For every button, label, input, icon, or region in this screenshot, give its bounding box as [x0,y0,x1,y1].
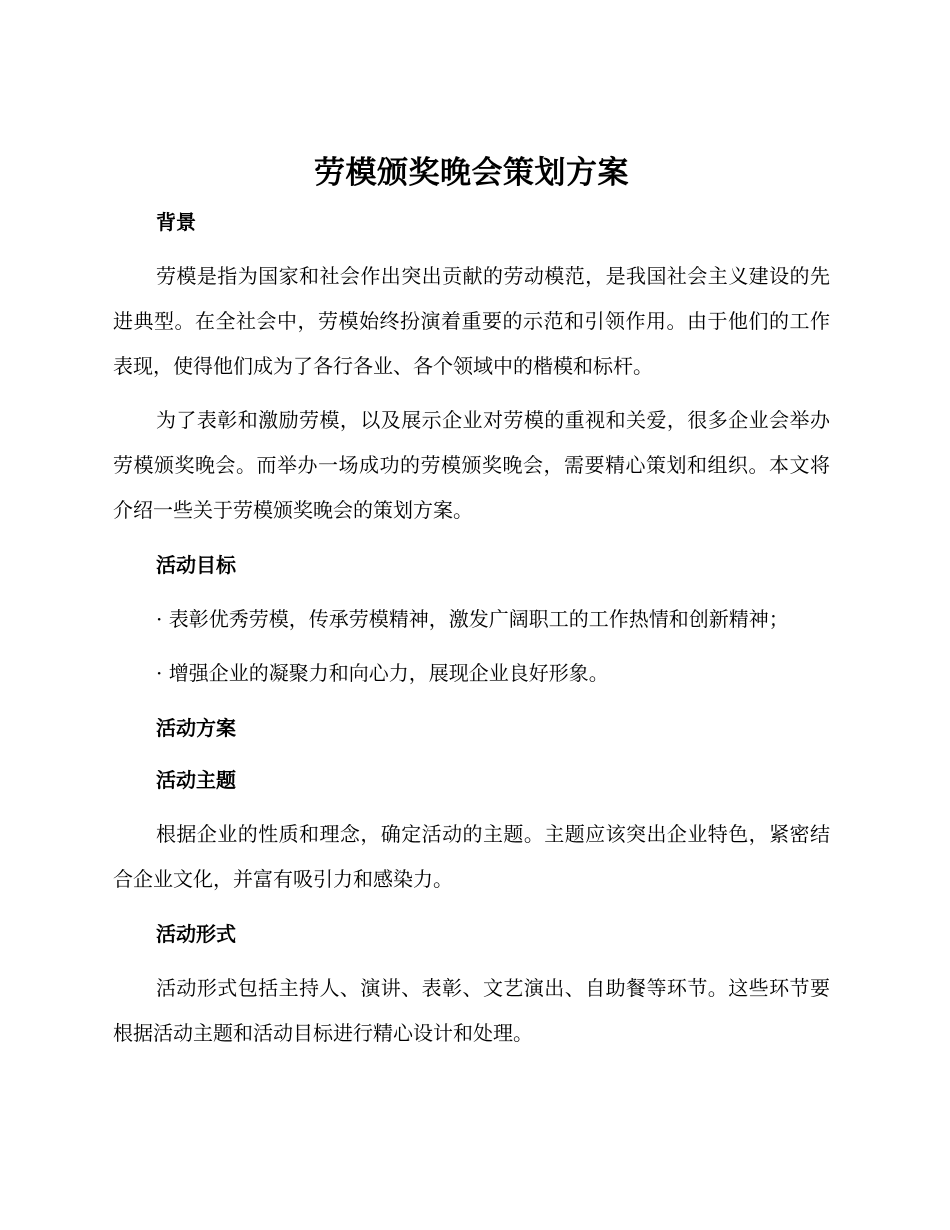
goal-bullet-1: · 表彰优秀劳模，传承劳模精神，激发广阔职工的工作热情和创新精神； [156,607,789,631]
background-paragraph-2: 为了表彰和激励劳模，以及展示企业对劳模的重视和关爱，很多企业会举办劳模颁奖晚会。而举办一场成功的劳模颁奖晚会，需要精心策划和组织。本文将介绍一些关于劳模颁奖晚会的策划方案。 [113,408,830,522]
section-heading-background: 背景 [156,210,196,234]
section-heading-theme: 活动主题 [156,768,236,792]
document-title: 劳模颁奖晚会策划方案 [314,155,629,191]
section-heading-goals: 活动目标 [156,553,236,577]
background-paragraph-1: 劳模是指为国家和社会作出突出贡献的劳动模范，是我国社会主义建设的先进典型。在全社会中，劳模始终扮演着重要的示范和引领作用。由于他们的工作表现，使得他们成为了各行各业、各个领域中的楷模和标杆。 [113,264,830,378]
section-heading-plan: 活动方案 [156,716,236,740]
document-page [113,150,830,1065]
theme-paragraph: 根据企业的性质和理念，确定活动的主题。主题应该突出企业特色，紧密结合企业文化，并富有吸引力和感染力。 [113,822,830,891]
format-paragraph: 活动形式包括主持人、演讲、表彰、文艺演出、自助餐等环节。这些环节要根据活动主题和活动目标进行精心设计和处理。 [113,976,830,1045]
goal-bullet-2: · 增强企业的凝聚力和向心力，展现企业良好形象。 [156,661,609,685]
section-heading-format: 活动形式 [156,922,236,946]
